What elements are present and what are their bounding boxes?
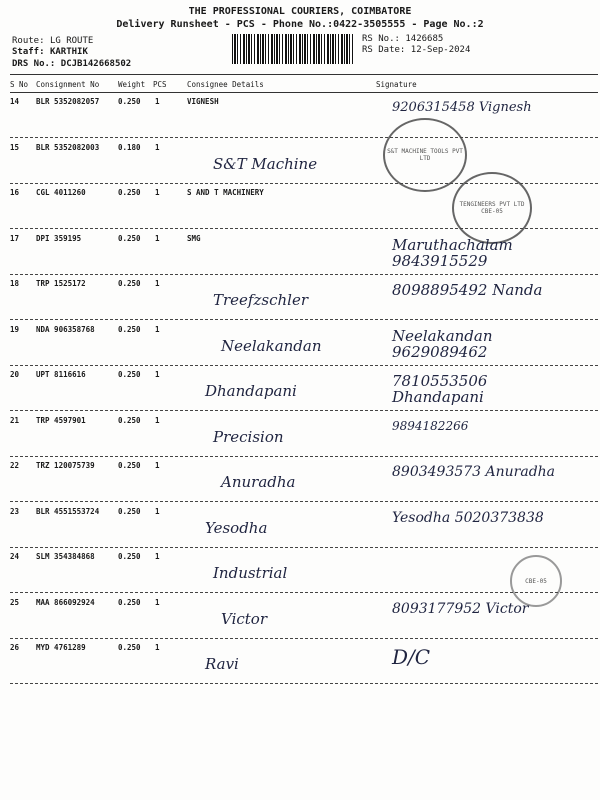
cell-weight: 0.250 <box>118 279 141 288</box>
cell-consignee: SMG <box>187 234 201 243</box>
row-divider <box>10 228 598 229</box>
cell-cno: CGL 4011260 <box>36 188 86 197</box>
row-divider <box>10 638 598 639</box>
cell-pcs: 1 <box>155 370 160 379</box>
col-consignment: Consignment No <box>36 80 100 89</box>
office-stamp: CBE-05 <box>510 555 562 607</box>
cell-pcs: 1 <box>155 143 160 152</box>
cell-pcs: 1 <box>155 97 160 106</box>
company-stamp: S&T MACHINE TOOLS PVT LTD <box>383 118 467 192</box>
cell-weight: 0.250 <box>118 370 141 379</box>
cell-weight: 0.250 <box>118 461 141 470</box>
row-divider <box>10 683 598 684</box>
row-divider <box>10 137 598 138</box>
rs-date-value: 12-Sep-2024 <box>410 45 471 55</box>
handwritten-signature: 8093177952 Victor <box>392 601 529 617</box>
col-pcs: PCS <box>153 80 167 89</box>
cell-sno: 15 <box>10 143 20 152</box>
cell-weight: 0.250 <box>118 188 141 197</box>
cell-sno: 24 <box>10 552 20 561</box>
cell-cno: DPI 359195 <box>36 234 82 243</box>
staff-value: KARTHIK <box>49 47 88 57</box>
cell-cno: BLR 4551553724 <box>36 507 100 516</box>
cell-pcs: 1 <box>155 461 160 470</box>
handwritten-consignee: Precision <box>213 428 284 446</box>
handwritten-signature: Neelakandan 9629089462 <box>392 327 493 361</box>
engineers-stamp: TENGINEERS PVT LTD CBE-05 <box>452 172 532 244</box>
runsheet-subtitle: Delivery Runsheet - PCS - Phone No.:0422-3505555 - Page No.:2 <box>116 19 484 30</box>
cell-cno: MYD 4761289 <box>36 643 86 652</box>
drs-line: DRS No.: DCJB142668502 <box>12 59 132 69</box>
cell-weight: 0.250 <box>118 507 141 516</box>
cell-sno: 23 <box>10 507 20 516</box>
cell-sno: 26 <box>10 643 20 652</box>
cell-weight: 0.180 <box>118 143 141 152</box>
cell-sno: 18 <box>10 279 20 288</box>
col-signature: Signature <box>376 80 417 89</box>
col-weight: Weight <box>118 80 146 89</box>
handwritten-consignee: Victor <box>221 610 267 628</box>
row-divider <box>10 547 598 548</box>
cell-pcs: 1 <box>155 188 160 197</box>
handwritten-signature: Yesodha 5020373838 <box>392 510 544 526</box>
cell-consignee: VIGNESH <box>187 97 219 106</box>
cell-sno: 22 <box>10 461 20 470</box>
cell-sno: 19 <box>10 325 20 334</box>
handwritten-signature: D/C <box>392 645 431 669</box>
cell-sno: 21 <box>10 416 20 425</box>
row-divider <box>10 410 598 411</box>
cell-cno: TRP 1525172 <box>36 279 86 288</box>
cell-cno: TRZ 120075739 <box>36 461 95 470</box>
handwritten-signature: 8903493573 Anuradha <box>392 464 556 480</box>
handwritten-signature: 7810553506 Dhandapani <box>392 372 488 406</box>
handwritten-consignee: Anuradha <box>221 473 296 491</box>
cell-consignee: S AND T MACHINERY <box>187 188 264 197</box>
cell-sno: 16 <box>10 188 20 197</box>
cell-weight: 0.250 <box>118 643 141 652</box>
cell-pcs: 1 <box>155 552 160 561</box>
handwritten-signature: 9206315458 Vignesh <box>392 100 532 115</box>
row-divider <box>10 365 598 366</box>
handwritten-consignee: Industrial <box>213 564 288 582</box>
handwritten-consignee: Neelakandan <box>221 337 322 355</box>
cell-cno: NDA 906358768 <box>36 325 95 334</box>
handwritten-consignee: Ravi <box>205 655 239 673</box>
row-divider <box>10 319 598 320</box>
cell-weight: 0.250 <box>118 97 141 106</box>
col-consignee: Consignee Details <box>187 80 264 89</box>
row-divider <box>10 592 598 593</box>
cell-pcs: 1 <box>155 507 160 516</box>
cell-sno: 20 <box>10 370 20 379</box>
cell-sno: 17 <box>10 234 20 243</box>
rs-no-line: RS No.: 1426685 <box>362 34 444 44</box>
route-value: LG ROUTE <box>49 36 94 46</box>
rs-date-line: RS Date: 12-Sep-2024 <box>362 45 471 55</box>
company-title: THE PROFESSIONAL COURIERS, COIMBATORE <box>188 6 412 17</box>
row-divider <box>10 183 598 184</box>
cell-pcs: 1 <box>155 279 160 288</box>
cell-sno: 25 <box>10 598 20 607</box>
cell-cno: BLR 5352082057 <box>36 97 100 106</box>
cell-weight: 0.250 <box>118 234 141 243</box>
cell-sno: 14 <box>10 97 20 106</box>
barcode <box>232 34 354 64</box>
cell-pcs: 1 <box>155 234 160 243</box>
drs-value: DCJB142668502 <box>60 59 132 69</box>
cell-cno: SLM 354384868 <box>36 552 95 561</box>
cell-pcs: 1 <box>155 416 160 425</box>
cell-pcs: 1 <box>155 598 160 607</box>
col-sno: S No <box>10 80 29 89</box>
cell-weight: 0.250 <box>118 325 141 334</box>
table-header-rule <box>10 92 598 93</box>
row-divider <box>10 274 598 275</box>
table-top-rule <box>10 74 598 75</box>
cell-weight: 0.250 <box>118 598 141 607</box>
cell-weight: 0.250 <box>118 416 141 425</box>
staff-line: Staff: KARTHIK <box>12 47 88 57</box>
row-divider <box>10 456 598 457</box>
handwritten-consignee: S&T Machine <box>213 155 318 173</box>
route-line: Route: LG ROUTE <box>12 36 94 46</box>
cell-pcs: 1 <box>155 643 160 652</box>
handwritten-consignee: Treefzschler <box>213 291 308 309</box>
cell-pcs: 1 <box>155 325 160 334</box>
cell-cno: UPT 8116616 <box>36 370 86 379</box>
handwritten-consignee: Yesodha <box>205 519 268 537</box>
cell-cno: BLR 5352082003 <box>36 143 100 152</box>
handwritten-signature: Maruthachalam 9843915529 <box>392 236 513 270</box>
handwritten-signature: 9894182266 <box>392 419 469 433</box>
handwritten-signature: 8098895492 Nanda <box>392 281 543 299</box>
cell-weight: 0.250 <box>118 552 141 561</box>
cell-cno: MAA 866092924 <box>36 598 95 607</box>
rs-no-value: 1426685 <box>405 34 444 44</box>
handwritten-consignee: Dhandapani <box>205 382 297 400</box>
row-divider <box>10 501 598 502</box>
cell-cno: TRP 4597901 <box>36 416 86 425</box>
